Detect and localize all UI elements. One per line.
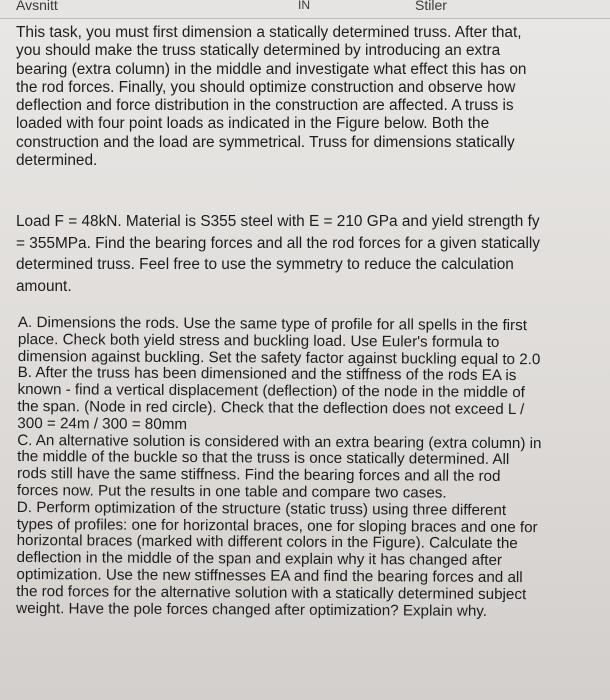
word-toolbar-strip — [0, 0, 610, 19]
stiler-tab[interactable]: Stiler — [415, 0, 447, 13]
avsnitt-tab[interactable]: Avsnitt — [16, 0, 58, 13]
indent-icon[interactable]: IN — [298, 0, 310, 12]
task-intro-paragraph: This task, you must first dimension a statically determined truss. After that, you should make the truss statically determined by introducing an extra bearing (extra column) in the middle and investigate what effect this has on the rod forces. Finally, you should optimize construction and observe how deflection and force distribution in the construction are affected. A truss is loaded with four point loads as indicated in the Figure below. Both the construction and the load are symmetrical. Truss for dimensions statically determined. — [16, 24, 527, 170]
document-page — [0, 19, 610, 700]
load-material-paragraph: Load F = 48kN. Material is S355 steel with E = 210 GPa and yield strength fy = 355MPa. Find the bearing forces and all the rod forces for a given statically determined truss. Feel free to use the symmetry to reduce the calculation amount. — [16, 213, 540, 295]
task-steps-paragraph: A. Dimensions the rods. Use the same type of profile for all spells in the first place. Check both yield stress and buckling load. Use Euler's formula to dimension against buckling. Set the safety factor against buckling equal to 2.0 B. After the truss has been dimensioned and the stiffness of the rods EA is known - find a vertical displacement (deflection) of the node in the middle of the span. (Node in red circle). Check that the deflection does not exceed L / 300 = 24m / 300 = 80mm C. An alternative solution is considered with an extra bearing (extra column) in the middle of the buckle so that the truss is once statically determined. All rods still have the same stiffness. Find the bearing forces and all the rod forces now. Put the results in one table and compare two cases. D. Perform optimization of the structure (static truss) using three different types of profiles: one for horizontal braces, one for sloping braces and one for horizontal braces (marked with different colors in the Figure). Calculate the deflection in the middle of the span and explain why it has changed after optimization. Use the new stiffnesses EA and find the bearing forces and all the rod forces for the alternative solution with a statically determined subject weight. Have the pole forces changed after optimization? Explain why. — [16, 314, 542, 620]
